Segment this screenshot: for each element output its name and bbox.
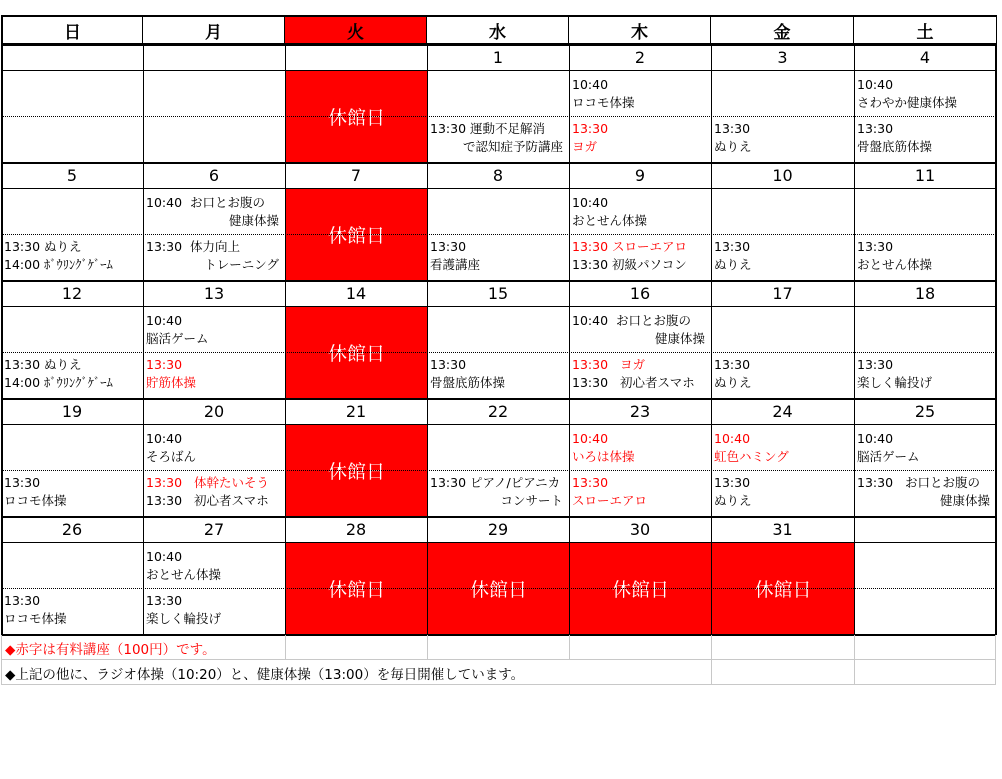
grid-line-h: [1, 280, 996, 282]
event-line: スローエアロ: [572, 493, 648, 508]
morning-event: [569, 306, 711, 352]
event-line: 10:40: [572, 195, 609, 210]
date-cell: 28: [345, 520, 367, 539]
afternoon-event: [143, 588, 285, 634]
grid-line-v: [143, 45, 144, 635]
grid-line-v: [569, 635, 570, 660]
event-line: 13:30 体力向上: [146, 239, 240, 254]
afternoon-event: [1, 588, 143, 634]
weekday-header-1: 月: [143, 15, 285, 45]
date-cell: 18: [914, 284, 936, 303]
event-line: 脳活ゲーム: [146, 331, 209, 346]
closed-day-cell: 休館日: [570, 543, 711, 634]
date-cell: 30: [629, 520, 651, 539]
event-line: 13:30 お口とお腹の: [857, 475, 980, 490]
date-cell: 19: [61, 402, 83, 421]
date-cell: [285, 45, 427, 70]
calendar-sheet: [1, 15, 996, 685]
event-line: 10:40 お口とお腹の: [572, 313, 691, 328]
event-line: おとせん体操: [572, 213, 648, 228]
event-line: 13:30 ヨガ: [572, 357, 645, 372]
event-line: おとせん体操: [146, 567, 222, 582]
date-cell: 12: [61, 284, 83, 303]
event-line: 13:30 ぬりえ: [4, 239, 82, 254]
grid-line-h: [1, 588, 996, 589]
date-cell: [143, 45, 285, 70]
date-cell: 1: [492, 48, 504, 67]
grid-line-v: [569, 45, 570, 635]
morning-event: [143, 542, 285, 588]
grid-line-v: [427, 45, 428, 635]
weekday-header-2: 火: [285, 15, 427, 45]
date-cell: 31: [772, 520, 793, 539]
event-line: ぬりえ: [714, 493, 752, 508]
morning-event: [1, 306, 143, 352]
afternoon-event: [711, 234, 854, 280]
afternoon-event: [427, 470, 569, 516]
grid-line-v: [1, 45, 3, 635]
date-cell: 4: [919, 48, 931, 67]
morning-event: [427, 188, 569, 234]
grid-line-h: [1, 45, 996, 46]
event-line: ロコモ体操: [572, 95, 635, 110]
afternoon-event: [711, 470, 854, 516]
closed-day-cell: 休館日: [428, 543, 569, 634]
afternoon-event: [427, 116, 569, 162]
event-line: 楽しく輪投げ: [146, 611, 222, 626]
date-cell: 13: [203, 284, 225, 303]
event-line: 13:30 ぬりえ: [4, 357, 82, 372]
grid-line-h: [1, 234, 996, 235]
event-line: 脳活ゲーム: [857, 449, 920, 464]
afternoon-event: [854, 470, 996, 516]
event-line: 14:00 ﾎﾞｳﾘﾝｸﾞｹﾞｰﾑ: [4, 257, 113, 272]
date-cell: 6: [208, 166, 220, 185]
afternoon-event: [1, 116, 143, 162]
grid-line-h: [1, 634, 996, 636]
morning-event: [1, 188, 143, 234]
event-line: 10:40: [857, 431, 894, 446]
event-line: おとせん体操: [857, 257, 933, 272]
closed-day-cell: 休館日: [286, 307, 427, 398]
afternoon-event: [569, 352, 711, 398]
morning-event: [143, 306, 285, 352]
afternoon-event: [143, 234, 285, 280]
date-cell: 2: [634, 48, 646, 67]
date-cell: 15: [487, 284, 509, 303]
event-line: さわやか健康体操: [857, 95, 958, 110]
event-line: 13:30: [857, 239, 894, 254]
event-line: ぬりえ: [714, 375, 752, 390]
grid-line-h: [1, 398, 996, 400]
afternoon-event: [854, 116, 996, 162]
grid-line-v: [854, 45, 855, 635]
event-line: 13:30 初心者スマホ: [572, 375, 695, 390]
morning-event: [854, 424, 996, 470]
grid-line-h: [1, 306, 996, 307]
morning-event: [711, 188, 854, 234]
grid-line-h: [1, 542, 996, 543]
date-cell: 3: [777, 48, 788, 67]
morning-event: [143, 70, 285, 116]
afternoon-event: [1, 234, 143, 280]
grid-line-v: [1, 635, 2, 685]
grid-line-h: [1, 70, 996, 71]
event-line: ヨガ: [572, 139, 598, 154]
date-cell: 21: [345, 402, 367, 421]
afternoon-event: [854, 352, 996, 398]
morning-event: [569, 70, 711, 116]
weekday-header-3: 水: [427, 15, 569, 45]
event-line: 骨盤底筋体操: [430, 375, 506, 390]
date-cell: 14: [345, 284, 367, 303]
event-line: 楽しく輪投げ: [857, 375, 933, 390]
date-cell: 24: [772, 402, 793, 421]
event-line: いろは体操: [572, 449, 635, 464]
closed-day-cell: 休館日: [286, 71, 427, 162]
date-cell: 20: [203, 402, 225, 421]
morning-event: [569, 188, 711, 234]
grid-line-h: [1, 516, 996, 518]
morning-event: [854, 70, 996, 116]
event-line: 健康体操: [939, 493, 990, 508]
morning-event: [711, 70, 854, 116]
morning-event: [854, 542, 996, 588]
event-line: 貯筋体操: [146, 375, 197, 390]
event-line: 13:30 体幹たいそう: [146, 475, 269, 490]
grid-line-v: [711, 45, 712, 635]
event-line: 看護講座: [430, 257, 481, 272]
grid-line-v: [285, 635, 286, 660]
event-line: 虹色ハミング: [714, 449, 789, 464]
closed-day-cell: 休館日: [286, 425, 427, 516]
grid-line-v: [995, 635, 996, 685]
morning-event: [854, 306, 996, 352]
event-line: ぬりえ: [714, 139, 752, 154]
grid-line-v: [854, 660, 855, 685]
event-line: 13:30: [4, 593, 41, 608]
event-line: 骨盤底筋体操: [857, 139, 933, 154]
event-line: トレーニング: [204, 257, 279, 272]
grid-line-v: [427, 635, 428, 660]
event-line: 13:30: [714, 475, 751, 490]
date-cell: 26: [61, 520, 83, 539]
morning-event: [711, 306, 854, 352]
morning-event: [569, 424, 711, 470]
grid-line-h: [1, 162, 996, 164]
event-line: 健康体操: [654, 331, 705, 346]
afternoon-event: [1, 352, 143, 398]
grid-line-h: [1, 470, 996, 471]
morning-event: [1, 424, 143, 470]
morning-event: [711, 424, 854, 470]
afternoon-event: [1, 470, 143, 516]
event-line: 13:30: [714, 357, 751, 372]
event-line: 13:30 運動不足解消: [430, 121, 545, 136]
date-cell: [854, 517, 996, 542]
closed-day-cell: 休館日: [712, 543, 854, 634]
closed-day-cell: 休館日: [286, 543, 427, 634]
event-line: 13:30: [572, 121, 609, 136]
event-line: ロコモ体操: [4, 493, 67, 508]
date-cell: 5: [66, 166, 78, 185]
event-line: 13:30 スローエアロ: [572, 239, 687, 254]
event-line: で認知症予防講座: [462, 139, 563, 154]
event-line: 10:40: [572, 431, 609, 446]
afternoon-event: [569, 116, 711, 162]
date-cell: [1, 45, 143, 70]
event-line: 13:30: [430, 239, 467, 254]
date-cell: 27: [203, 520, 225, 539]
event-line: 13:30: [714, 239, 751, 254]
date-cell: 8: [492, 166, 504, 185]
event-line: 13:30: [714, 121, 751, 136]
afternoon-event: [143, 116, 285, 162]
date-cell: 11: [914, 166, 936, 185]
daily-exercise-note: ◆上記の他に、ラジオ体操（10:20）と、健康体操（13:00）を毎日開催しています。: [5, 667, 525, 683]
event-line: 13:30 ピアノ/ピアニカ: [430, 475, 561, 490]
grid-line-v: [711, 660, 712, 685]
afternoon-event: [143, 470, 285, 516]
morning-event: [854, 188, 996, 234]
paid-course-note: ◆赤字は有料講座（100円）です。: [5, 642, 216, 658]
closed-day-cell: 休館日: [286, 189, 427, 280]
afternoon-event: [854, 588, 996, 634]
grid-line-v: [711, 635, 712, 660]
date-cell: 22: [487, 402, 509, 421]
afternoon-event: [569, 234, 711, 280]
event-line: 健康体操: [228, 213, 279, 228]
event-line: 13:30: [4, 475, 41, 490]
event-line: 13:30: [146, 357, 183, 372]
event-line: コンサート: [500, 493, 563, 508]
afternoon-event: [711, 352, 854, 398]
afternoon-event: [143, 352, 285, 398]
weekday-header-5: 金: [711, 15, 854, 45]
date-cell: 16: [629, 284, 651, 303]
grid-line-h: [1, 659, 996, 660]
grid-line-v: [995, 45, 997, 635]
date-cell: 23: [629, 402, 651, 421]
event-line: そろばん: [146, 449, 197, 464]
grid-line-v: [854, 635, 855, 660]
date-cell: 9: [634, 166, 646, 185]
event-line: 13:30: [857, 121, 894, 136]
morning-event: [143, 424, 285, 470]
grid-line-h: [1, 188, 996, 189]
event-line: 14:00 ﾎﾞｳﾘﾝｸﾞｹﾞｰﾑ: [4, 375, 113, 390]
morning-event: [427, 70, 569, 116]
weekday-header-6: 土: [854, 15, 997, 45]
grid-line-h: [1, 352, 996, 353]
event-line: 13:30 初級パソコン: [572, 257, 687, 272]
afternoon-event: [569, 470, 711, 516]
event-line: 10:40: [714, 431, 751, 446]
morning-event: [1, 542, 143, 588]
grid-line-h: [1, 424, 996, 425]
date-cell: 29: [487, 520, 509, 539]
afternoon-event: [854, 234, 996, 280]
afternoon-event: [427, 352, 569, 398]
weekday-header-4: 木: [569, 15, 711, 45]
grid-line-h: [1, 684, 996, 685]
date-cell: 10: [772, 166, 793, 185]
event-line: 13:30: [857, 357, 894, 372]
grid-line-v: [285, 45, 286, 635]
date-cell: 17: [772, 284, 793, 303]
event-line: 10:40: [146, 549, 183, 564]
event-line: ぬりえ: [714, 257, 752, 272]
event-line: 10:40 お口とお腹の: [146, 195, 265, 210]
event-line: ロコモ体操: [4, 611, 67, 626]
afternoon-event: [711, 116, 854, 162]
weekday-header-0: 日: [1, 15, 143, 45]
event-line: 10:40: [857, 77, 894, 92]
event-line: 10:40: [146, 431, 183, 446]
morning-event: [427, 306, 569, 352]
event-line: 13:30: [572, 475, 609, 490]
afternoon-event: [427, 234, 569, 280]
event-line: 13:30: [146, 593, 183, 608]
morning-event: [143, 188, 285, 234]
date-cell: 7: [350, 166, 362, 185]
morning-event: [427, 424, 569, 470]
event-line: 13:30 初心者スマホ: [146, 493, 269, 508]
date-cell: 25: [914, 402, 936, 421]
morning-event: [1, 70, 143, 116]
event-line: 13:30: [430, 357, 467, 372]
event-line: 10:40: [146, 313, 183, 328]
grid-line-h: [1, 116, 996, 117]
event-line: 10:40: [572, 77, 609, 92]
